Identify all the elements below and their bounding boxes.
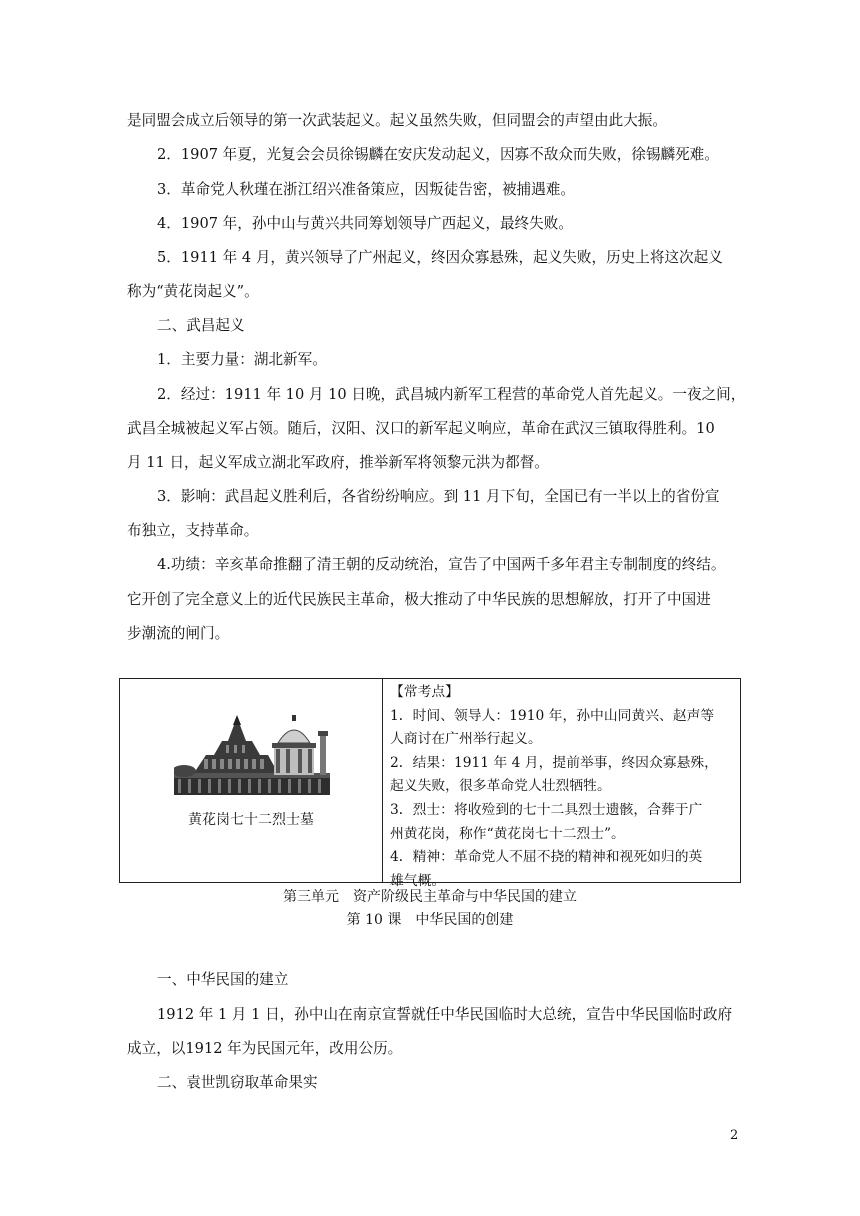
list-item: 3．影响：武昌起义胜利后，各省纷纷响应。到 11 月下旬，全国已有一半以上的省份宣 [157,488,720,505]
list-item: 2．1907 年夏，光复会会员徐锡麟在安庆发动起义，因寡不敌众而失败，徐锡麟死难。 [157,146,719,163]
key-points-title: 【常考点】 [390,684,459,700]
key-point-line: 1．时间、领导人：1910 年，孙中山同黄兴、赵声等 [390,707,715,724]
table-divider [382,679,383,882]
list-item: 4．1907 年，孙中山与黄兴共同筹划领导广西起义，最终失败。 [157,215,573,232]
paragraph-tongmenghui: 是同盟会成立后领导的第一次武装起义。起义虽然失败，但同盟会的声望由此大振。 [127,112,667,129]
key-point-line: 起义失败，很多革命党人壮烈牺牲。 [390,778,611,795]
list-item: 5．1911 年 4 月，黄兴领导了广州起义，终因众寡悬殊，起义失败，历史上将这次起义 [157,249,723,266]
list-item: 4.功绩：辛亥革命推翻了清王朝的反动统治，宣告了中国两千多年君主专制制度的终结。 [157,556,726,573]
table-image-cell [120,679,382,882]
page-number: 2 [730,1128,739,1143]
list-item-continuation: 步潮流的闸门。 [127,625,230,642]
list-item: 2．经过：1911 年 10 月 10 日晚，武昌城内新军工程营的革命党人首先起义。一夜之间， [157,386,746,403]
list-item-continuation: 月 11 日，起义军成立湖北军政府，推举新军将领黎元洪为都督。 [127,454,549,471]
list-item-continuation: 武昌全城被起义军占领。随后，汉阳、汉口的新军起义响应，革命在武汉三镇取得胜利。10 [127,420,715,437]
key-points-table [119,678,741,889]
paragraph-roc: 1912 年 1 月 1 日，孙中山在南京宣誓就任中华民国临时大总统，宣告中华民国临时政府 [157,1006,733,1023]
key-point-line: 2．结果：1911 年 4 月，提前举事，终因众寡悬殊， [390,754,718,771]
section-heading-yuan: 二、袁世凯窃取革命果实 [157,1074,318,1091]
section-heading-wuchang: 二、武昌起义 [157,317,245,334]
list-item: 1．主要力量：湖北新军。 [157,351,327,368]
list-item-continuation: 布独立，支持革命。 [127,522,259,539]
image-caption: 黄花岗七十二烈士墓 [188,812,314,828]
key-point-line: 州黄花岗，称作“黄花岗七十二烈士”。 [390,825,625,842]
key-point-line: 雄气概。 [390,872,446,889]
key-point-line: 4．精神：革命党人不屈不挠的精神和视死如归的英 [390,849,703,866]
list-item-continuation: 称为“黄花岗起义”。 [127,283,259,300]
list-item: 3．革命党人秋瑾在浙江绍兴准备策应，因叛徒告密，被捕遇难。 [157,181,575,198]
list-item-continuation: 它开创了完全意义上的近代民族民主革命，极大推动了中华民族的思想解放，打开了中国进 [127,591,711,608]
key-point-line: 3．烈士：将收殓到的七十二具烈士遗骸，合葬于广 [390,801,703,818]
lesson-heading: 第 10 课 中华民国的创建 [346,912,514,928]
memorial-photo [174,715,330,795]
section-heading-roc: 一、中华民国的建立 [157,971,289,988]
table-text-cell [390,681,735,893]
key-point-line: 人商讨在广州举行起义。 [390,731,542,748]
paragraph-continuation: 成立，以1912 年为民国元年，改用公历。 [127,1040,403,1057]
unit-heading: 第三单元 资产阶级民主革命与中华民国的建立 [283,889,577,905]
